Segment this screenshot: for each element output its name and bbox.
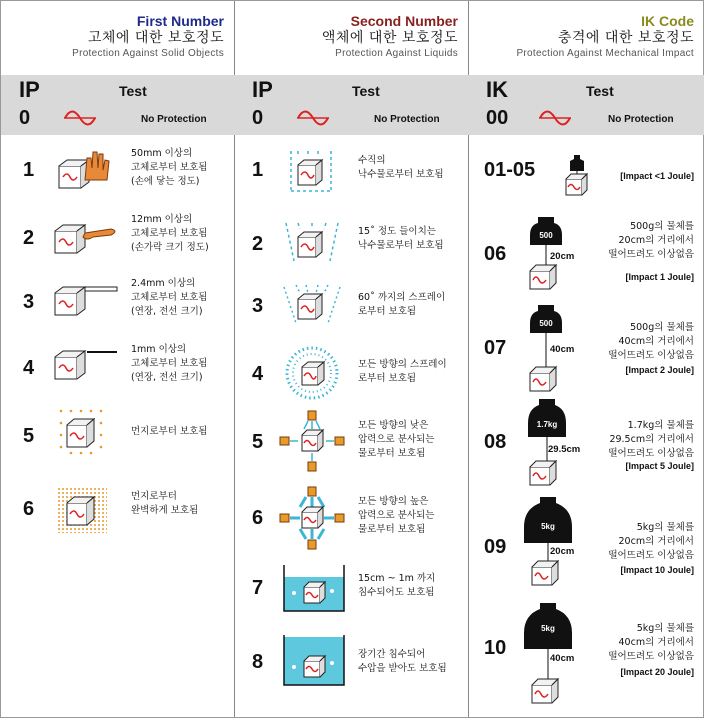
rating-description: 1mm 이상의 고체로부터 보호됨 (연장, 전선 크기) [131,344,208,383]
code-label: IP [19,77,40,102]
rating-description: 수직의 낙수물로부터 보호됨 [358,155,444,180]
rating-description: 15˚ 정도 들이치는 낙수물로부터 보호됨 [358,226,444,251]
rating-number: 6 [252,507,264,529]
rating-number: 06 [484,243,507,265]
impact-energy-label: [Impact 20 Joule] [620,667,694,677]
column-subtitle-kr: 액체에 대한 보호정도 [321,30,458,46]
header-band [234,75,468,135]
rating-description: 2.4mm 이상의 고체로부터 보호됨 (연장, 전선 크기) [131,278,208,317]
rating-description: 500g의 물체를 20cm의 거리에서 떨어뜨려도 이상없음 [608,221,694,260]
dust-icon [57,407,107,457]
rating-number: 01-05 [484,159,536,181]
impact-energy-label: [Impact 10 Joule] [620,565,694,575]
weight-5kg-icon [520,495,580,587]
rating-number: 1 [23,159,35,181]
impact-energy-label: [Impact 2 Joule] [625,365,694,375]
rating-number: 10 [484,637,507,659]
column-solid-objects [1,1,235,717]
rating-number: 3 [252,295,264,317]
angled-drip-icon [284,221,340,265]
rating-description: 50mm 이상의 고체로부터 보호됨 (손에 닿는 정도) [131,148,208,187]
rating-number: 2 [23,227,35,249]
high-jet-icon [278,485,346,551]
drop-distance: 20cm [550,251,575,262]
impact-energy-label: [Impact <1 Joule] [620,171,694,181]
rating-number: 09 [484,536,507,558]
code-zero: 0 [252,107,264,129]
weight-label: 5kg [541,624,555,633]
immersion-icon [282,563,346,613]
rating-number: 5 [252,431,264,453]
rating-number: 07 [484,337,507,359]
rating-description: 15cm ~ 1m 까지 침수되어도 보호됨 [358,573,436,598]
drop-distance: 40cm [550,653,575,664]
test-label: Test [586,83,614,99]
weight-label: 5kg [541,522,555,531]
rating-number: 2 [252,233,264,255]
column-subtitle-kr: 충격에 대한 보호정도 [557,30,694,46]
code-label: IP [252,77,273,102]
dust-tight-icon [57,487,107,533]
code-zero: 0 [19,107,31,129]
rating-description: 모든 방향의 낮은 압력으로 분사되는 물로부터 보호됨 [358,420,435,459]
low-jet-icon [278,409,346,473]
weight-label: 1.7kg [536,420,558,429]
no-protection-wave-icon [63,107,97,129]
column-title: IK Code [641,13,694,29]
rating-description: 장기간 침수되어 수압을 받아도 보호됨 [358,649,447,674]
rating-description: 500g의 물체를 40cm의 거리에서 떨어뜨려도 이상없음 [608,322,694,361]
code-label: IK [486,77,508,102]
small-weight-icon [560,151,600,199]
column-subtitle-en: Protection Against Solid Objects [72,48,224,59]
rating-number: 6 [23,498,35,520]
submersion-icon [282,633,346,687]
spray-icon [282,283,342,327]
column-header [516,13,694,61]
column-impact [468,1,704,717]
rating-description: 모든 방향의 높은 압력으로 분사되는 물로부터 보호됨 [358,496,435,535]
column-subtitle-en: Protection Against Mechanical Impact [516,48,694,59]
column-header [72,13,224,61]
header-band [468,75,704,135]
no-protection-wave-icon [296,107,330,129]
column-subtitle-kr: 고체에 대한 보호정도 [87,30,224,46]
column-subtitle-en: Protection Against Liquids [335,48,458,59]
rating-description: 모든 방향의 스프레이 로부터 보호됨 [358,359,447,384]
rating-description: 먼지로부터 완벽하게 보호됨 [131,491,199,516]
finger-icon [51,219,121,255]
no-protection-label: No Protection [374,114,440,125]
rating-description: 1.7kg의 물체를 29.5cm의 거리에서 떨어뜨려도 이상없음 [608,420,694,459]
column-title: First Number [136,13,224,29]
column-title: Second Number [350,13,458,29]
rating-number: 4 [252,363,264,385]
drop-distance: 40cm [550,344,575,355]
code-zero: 00 [486,107,509,129]
rating-description: 5kg의 물체를 20cm의 거리에서 떨어뜨려도 이상없음 [608,522,694,561]
test-label: Test [119,83,147,99]
vertical-drip-icon [286,149,336,193]
rating-number: 7 [252,577,264,599]
column-liquids [234,1,469,717]
rating-number: 4 [23,357,35,379]
wire-icon [51,345,121,381]
header-band [1,75,234,135]
hand-icon [55,146,115,194]
weight-label: 500 [539,319,553,328]
no-protection-wave-icon [538,107,572,129]
impact-energy-label: [Impact 1 Joule] [625,272,694,282]
rating-description: 60˚ 까지의 스프레이 로부터 보호됨 [358,292,446,317]
rating-number: 3 [23,291,35,313]
rating-description: 5kg의 물체를 40cm의 거리에서 떨어뜨려도 이상없음 [608,623,694,662]
no-protection-label: No Protection [141,114,207,125]
impact-energy-label: [Impact 5 Joule] [625,461,694,471]
rating-number: 1 [252,159,264,181]
test-label: Test [352,83,380,99]
rating-number: 8 [252,651,264,673]
weight-label: 500 [539,231,553,240]
weight-1-7kg-icon [522,397,576,489]
tool-icon [51,281,121,317]
drop-distance: 29.5cm [548,444,581,455]
column-header [322,13,458,61]
splash-icon [284,345,340,401]
rating-description: 12mm 이상의 고체로부터 보호됨 (손가락 크기 정도) [131,214,209,253]
drop-distance: 20cm [550,546,575,557]
rating-description: 먼지로부터 보호됨 [131,426,208,437]
no-protection-label: No Protection [608,114,674,125]
rating-number: 08 [484,431,507,453]
rating-number: 5 [23,425,35,447]
